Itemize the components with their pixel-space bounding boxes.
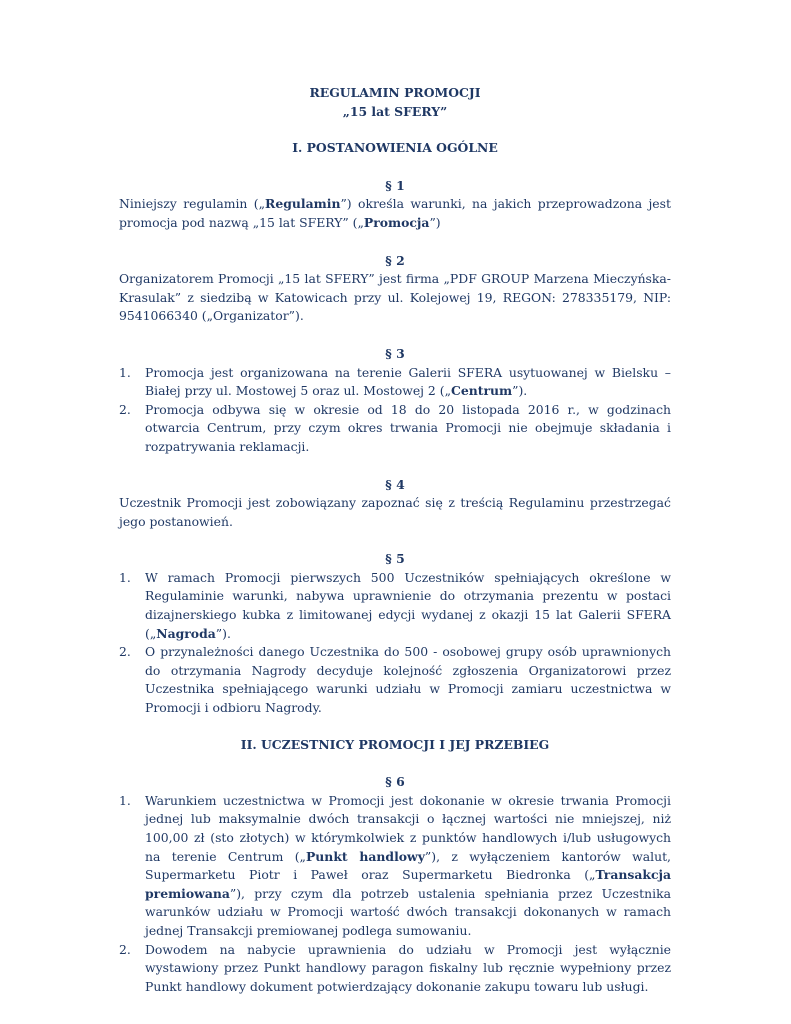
paragraph-sign-2: § 2 xyxy=(385,252,405,268)
list-item: 1. W ramach Promocji pierwszych 500 Uczestników spełniających określone w Regulaminie warunki, nabywa uprawnienie do otrzymania prezentu w postaci dizajnerskiego kubka z limitowanej edycji wydanej z okazji 15 lat Galerii SFERA („Nagroda”). xyxy=(119,569,671,641)
paragraph-3-list xyxy=(119,364,671,457)
chapter-heading-2: II. UCZESTNICY PROMOCJI I JEJ PRZEBIEG xyxy=(240,736,550,752)
list-item: 2. O przynależności danego Uczestnika do 500 - osobowej grupy osób uprawnionych do otrzymania Nagrody decyduje kolejność zgłoszenia Organizatorowi przez Uczestnika spełniającego warunki udziału w Promocji zamiaru uczestnictwa w Promocji i odbioru Nagrody. xyxy=(119,644,671,716)
list-item: 1. Warunkiem uczestnictwa w Promocji jest dokonanie w okresie trwania Promocji jednej lub maksymalnie dwóch transakcji o łącznej wartości nie mniejszej, niż 100,00 zł (sto złotych) w którymkolwiek z punktów handlowych i/lub usługowych na terenie Centrum („Punkt handlowy”), z wyłączeniem kantorów walut, Supermarketu Piotr i Paweł oraz Supermarketu Biedronka („Transakcja premiowana”), przy czym dla potrzeb ustalenia spełniania przez Uczestnika warunków udziału w Promocji wartość dwóch transakcji dokonanych w ramach jednej Transakcji premiowanej podlega sumowaniu. xyxy=(119,792,671,938)
paragraph-5-list xyxy=(119,569,671,718)
paragraph-sign-5: § 5 xyxy=(385,551,405,567)
document-title: REGULAMIN PROMOCJI xyxy=(309,85,481,100)
term-promocja: Promocja xyxy=(363,214,430,230)
paragraph-sign-4: § 4 xyxy=(385,476,405,492)
paragraph-6-list xyxy=(119,792,671,997)
paragraph-sign-3: § 3 xyxy=(385,345,405,361)
term-punkt-handlowy: Punkt handlowy xyxy=(305,848,425,864)
term-regulamin: Regulamin xyxy=(265,196,341,212)
list-item: 1. Promocja jest organizowana na terenie Galerii SFERA usytuowanej w Bielsku – Białej przy ul. Mostowej 5 oraz ul. Mostowej 2 („Centrum”). xyxy=(119,364,671,399)
term-nagroda: Nagroda xyxy=(156,625,216,641)
document-page xyxy=(119,84,671,996)
paragraph-2-text: Organizatorem Promocji „15 lat SFERY” jest firma „PDF GROUP Marzena Mieczyńska-Krasulak” z siedzibą w Katowicach przy ul. Kolejowej 19, REGON: 278335179, NIP: 9541066340 („Organizator”). xyxy=(119,271,671,324)
paragraph-1-text: Niniejszy regulamin („Regulamin”) określa warunki, na jakich przeprowadzona jest promocja pod nazwą „15 lat SFERY” („Promocja”) xyxy=(119,196,671,230)
paragraph-4-text: Uczestnik Promocji jest zobowiązany zapoznać się z treścią Regulaminu przestrzegać jego postanowień. xyxy=(119,495,671,529)
list-item: 2. Promocja odbywa się w okresie od 18 do 20 listopada 2016 r., w godzinach otwarcia Centrum, przy czym okres trwania Promocji nie obejmuje składania i rozpatrywania reklamacji. xyxy=(119,401,671,454)
list-item: 2. Dowodem na nabycie uprawnienia do udziału w Promocji jest wyłącznie wystawiony przez Punkt handlowy paragon fiskalny lub ręcznie wypełniony przez Punkt handlowy dokument potwierdzający dokonanie zakupu towaru lub usługi. xyxy=(119,941,671,994)
chapter-heading-1: I. POSTANOWIENIA OGÓLNE xyxy=(292,140,498,156)
paragraph-sign-1: § 1 xyxy=(385,177,405,193)
document-subtitle: „15 lat SFERY” xyxy=(342,103,448,119)
paragraph-sign-6: § 6 xyxy=(385,774,405,790)
term-transakcja-premiowana: Transakcja premiowana xyxy=(145,867,671,901)
term-centrum: Centrum xyxy=(451,383,513,399)
